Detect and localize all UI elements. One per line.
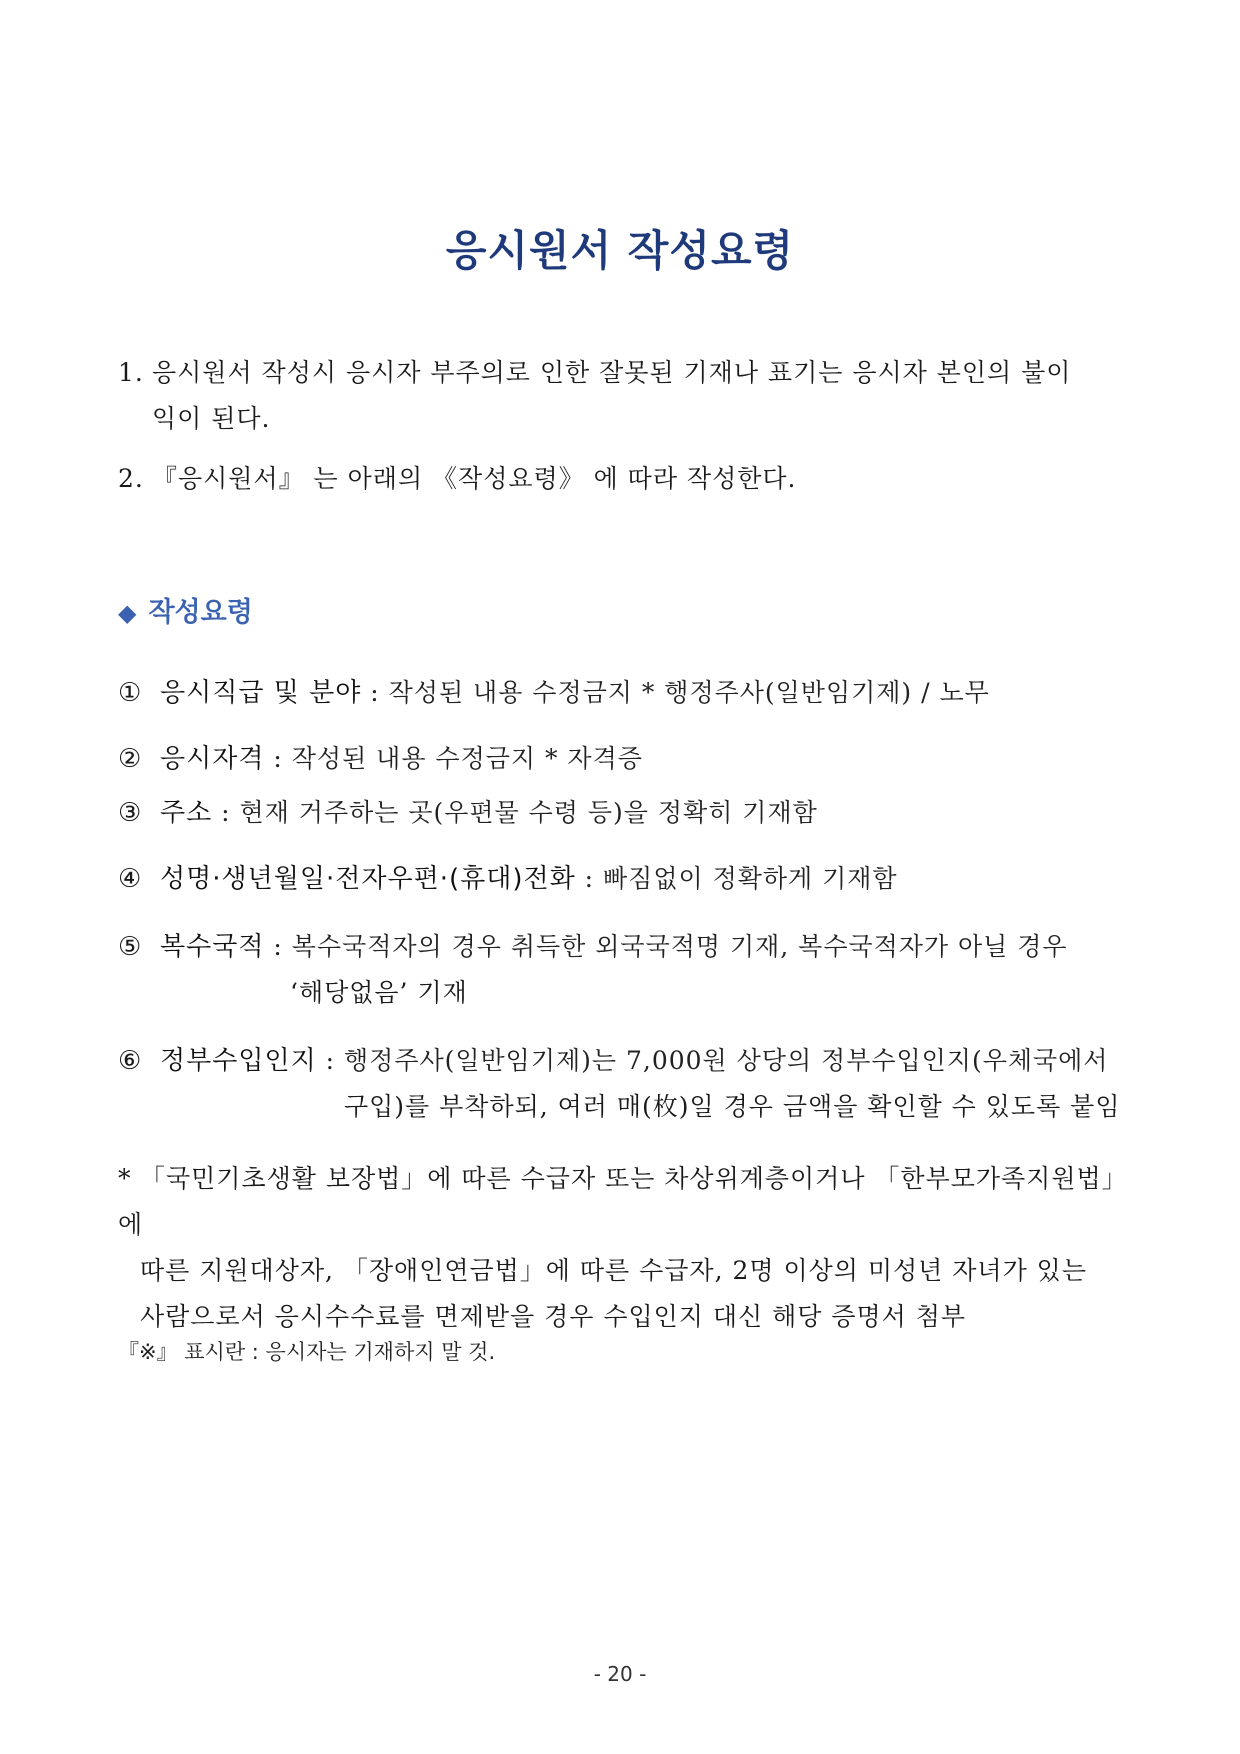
item-description: : 빠짐없이 정확하게 기재함 xyxy=(575,864,898,893)
item-description-continued: 구입)를 부착하되, 여러 매(枚)일 경우 금액을 확인할 수 있도록 붙임 xyxy=(344,1092,1121,1121)
section-heading xyxy=(118,590,253,629)
item-number: ④ xyxy=(118,864,143,894)
item-number: ① xyxy=(118,678,143,708)
item-number: ⑤ xyxy=(118,932,143,962)
intro-text: 『응시원서』 는 아래의 《작성요령》 에 따라 작성한다. xyxy=(152,464,797,493)
exemption-note xyxy=(118,1156,1128,1340)
asterisk-marker: * xyxy=(118,1164,132,1193)
item-description: : 행정주사(일반임기제)는 7,000원 상당의 정부수입인지(우체국에서 xyxy=(316,1046,1109,1075)
item-description: : 작성된 내용 수정금지 * 자격증 xyxy=(264,744,643,773)
item-label: 복수국적 xyxy=(160,932,265,962)
intro-text-continued: 익이 된다. xyxy=(152,404,271,433)
guideline-item-2 xyxy=(118,736,1128,782)
note-text-continued: 따른 지원대상자, 「장애인연금법」에 따른 수급자, 2명 이상의 미성년 자녀가 있는 xyxy=(140,1256,1087,1285)
page-number: - 20 - xyxy=(593,1662,647,1686)
item-number: ⑥ xyxy=(118,1046,143,1076)
note-text: 「국민기초생활 보장법」에 따른 수급자 또는 차상위계층이거나 「한부모가족지원법」에 xyxy=(118,1164,1128,1239)
item-number: ③ xyxy=(118,798,143,828)
item-label: 성명·생년월일·전자우편·(휴대)전화 xyxy=(160,864,576,894)
item-description-continued: ‘해당없음’ 기재 xyxy=(290,978,468,1007)
footnote: 『※』 표시란 : 응시자는 기재하지 말 것. xyxy=(118,1340,496,1364)
item-description: : 복수국적자의 경우 취득한 외국국적명 기재, 복수국적자가 아닐 경우 xyxy=(264,932,1068,961)
item-label: 정부수입인지 xyxy=(160,1046,317,1076)
intro-number: 1. xyxy=(118,358,144,387)
note-text-continued: 사람으로서 응시수수료를 면제받을 경우 수입인지 대신 해당 증명서 첨부 xyxy=(140,1302,967,1331)
page-title: 응시원서 작성요령 xyxy=(445,226,795,275)
guideline-item-1 xyxy=(118,670,1128,716)
diamond-bullet-icon: ◆ xyxy=(118,599,137,627)
intro-item-1 xyxy=(118,350,1128,442)
guideline-item-5 xyxy=(118,924,1128,1016)
intro-number: 2. xyxy=(118,464,144,493)
guideline-item-4 xyxy=(118,856,1128,902)
section-heading-text: 작성요령 xyxy=(148,597,253,628)
item-number: ② xyxy=(118,744,143,774)
guideline-item-6 xyxy=(118,1038,1128,1130)
item-description: : 현재 거주하는 곳(우편물 수령 등)을 정확히 기재함 xyxy=(212,798,818,827)
item-label: 응시자격 xyxy=(160,744,265,774)
item-label: 응시직급 및 분야 xyxy=(160,678,362,708)
item-description: : 작성된 내용 수정금지 * 행정주사(일반임기제) / 노무 xyxy=(361,678,990,707)
intro-item-2 xyxy=(118,456,1128,502)
intro-text: 응시원서 작성시 응시자 부주의로 인한 잘못된 기재나 표기는 응시자 본인의 불이 xyxy=(152,358,1072,387)
item-label: 주소 xyxy=(160,798,213,828)
guideline-item-3 xyxy=(118,790,1128,836)
